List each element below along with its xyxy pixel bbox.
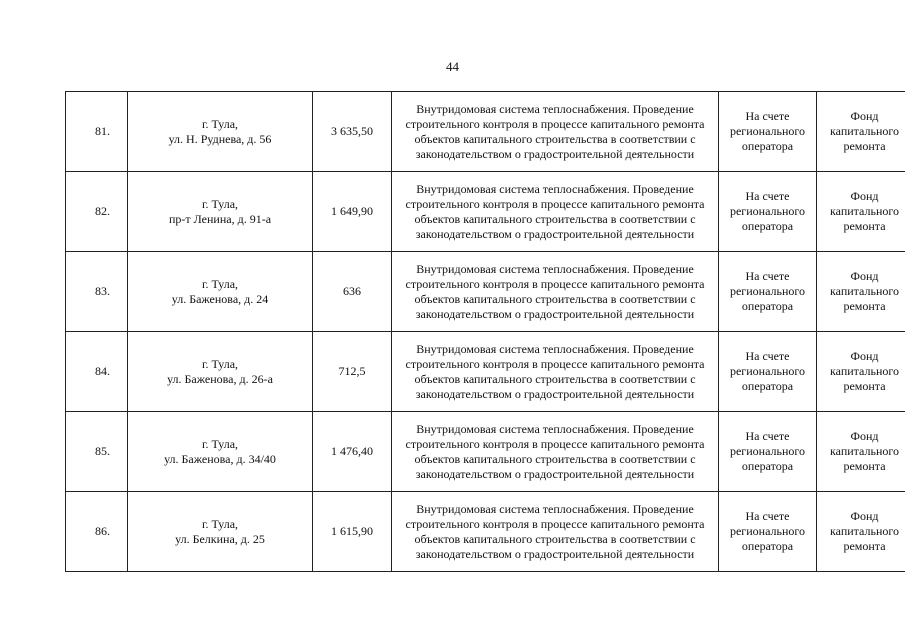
work-description-cell (392, 172, 719, 252)
area-cell (313, 412, 392, 492)
account-text: На счете регионального оператора (729, 349, 806, 393)
work-description: Внутридомовая система теплоснабжения. Проведение строительного контроля в процессе капитального ремонта объектов капитального строительства в соответствии с законодательством о градостроительной деятельности (405, 421, 705, 481)
area-value: 1 615,90 (331, 524, 373, 538)
row-number: 84. (95, 364, 110, 378)
work-description: Внутридомовая система теплоснабжения. Проведение строительного контроля в процессе капитального ремонта объектов капитального строительства в соответствии с законодательством о градостроительной деятельности (405, 181, 705, 241)
address-cell (128, 252, 313, 332)
row-number: 81. (95, 124, 110, 138)
area-value: 1 476,40 (331, 444, 373, 458)
area-cell (313, 172, 392, 252)
address-city: г. Тула, (201, 516, 239, 531)
source-cell (817, 492, 905, 572)
account-cell (719, 252, 817, 332)
source-text: Фонд капитального ремонта (830, 509, 899, 553)
area-value: 3 635,50 (331, 124, 373, 138)
work-description-cell (392, 252, 719, 332)
row-number: 83. (95, 284, 110, 298)
table-row (66, 172, 905, 252)
account-cell (719, 492, 817, 572)
address-cell (128, 412, 313, 492)
work-description: Внутридомовая система теплоснабжения. Проведение строительного контроля в процессе капитального ремонта объектов капитального строительства в соответствии с законодательством о градостроительной деятельности (405, 341, 705, 401)
address-city: г. Тула, (201, 436, 239, 451)
address-city: г. Тула, (201, 116, 239, 131)
table-row (66, 492, 905, 572)
source-text: Фонд капитального ремонта (830, 269, 899, 313)
row-number-cell (66, 92, 128, 172)
account-text: На счете регионального оператора (729, 269, 806, 313)
page-number: 44 (446, 59, 459, 74)
address-city: г. Тула, (201, 276, 239, 291)
source-cell (817, 92, 905, 172)
account-cell (719, 412, 817, 492)
source-text: Фонд капитального ремонта (830, 189, 899, 233)
source-text: Фонд капитального ремонта (830, 429, 899, 473)
address-street: ул. Н. Руднева, д. 56 (168, 131, 272, 146)
table-row (66, 252, 905, 332)
work-description-cell (392, 92, 719, 172)
work-description: Внутридомовая система теплоснабжения. Проведение строительного контроля в процессе капитального ремонта объектов капитального строительства в соответствии с законодательством о градостроительной деятельности (405, 101, 705, 161)
area-cell (313, 332, 392, 412)
address-cell (128, 492, 313, 572)
area-value: 636 (343, 284, 361, 298)
source-cell (817, 332, 905, 412)
address-street: ул. Баженова, д. 26-а (167, 371, 273, 386)
table-row (66, 412, 905, 492)
address-cell (128, 172, 313, 252)
account-text: На счете регионального оператора (729, 429, 806, 473)
source-cell (817, 172, 905, 252)
address-street: ул. Белкина, д. 25 (175, 531, 265, 546)
row-number: 85. (95, 444, 110, 458)
address-cell (128, 92, 313, 172)
row-number: 86. (95, 524, 110, 538)
area-value: 1 649,90 (331, 204, 373, 218)
row-number: 82. (95, 204, 110, 218)
address-street: пр-т Ленина, д. 91-а (168, 211, 272, 226)
work-description-cell (392, 412, 719, 492)
work-description: Внутридомовая система теплоснабжения. Проведение строительного контроля в процессе капитального ремонта объектов капитального строительства в соответствии с законодательством о градостроительной деятельности (405, 261, 705, 321)
source-text: Фонд капитального ремонта (830, 109, 899, 153)
work-description: Внутридомовая система теплоснабжения. Проведение строительного контроля в процессе капитального ремонта объектов капитального строительства в соответствии с законодательством о градостроительной деятельности (405, 501, 705, 561)
account-cell (719, 332, 817, 412)
address-city: г. Тула, (201, 356, 239, 371)
work-description-cell (392, 492, 719, 572)
source-cell (817, 412, 905, 492)
address-cell (128, 332, 313, 412)
table-row (66, 332, 905, 412)
area-cell (313, 252, 392, 332)
account-text: На счете регионального оператора (729, 189, 806, 233)
source-cell (817, 252, 905, 332)
area-cell (313, 492, 392, 572)
area-cell (313, 92, 392, 172)
works-table (65, 91, 905, 572)
address-street: ул. Баженова, д. 34/40 (164, 451, 276, 466)
row-number-cell (66, 412, 128, 492)
row-number-cell (66, 172, 128, 252)
account-cell (719, 172, 817, 252)
area-value: 712,5 (338, 364, 366, 378)
address-street: ул. Баженова, д. 24 (171, 291, 269, 306)
account-text: На счете регионального оператора (729, 509, 806, 553)
work-description-cell (392, 332, 719, 412)
table-row (66, 92, 905, 172)
account-cell (719, 92, 817, 172)
account-text: На счете регионального оператора (729, 109, 806, 153)
row-number-cell (66, 252, 128, 332)
address-city: г. Тула, (201, 196, 239, 211)
row-number-cell (66, 332, 128, 412)
source-text: Фонд капитального ремонта (830, 349, 899, 393)
row-number-cell (66, 492, 128, 572)
